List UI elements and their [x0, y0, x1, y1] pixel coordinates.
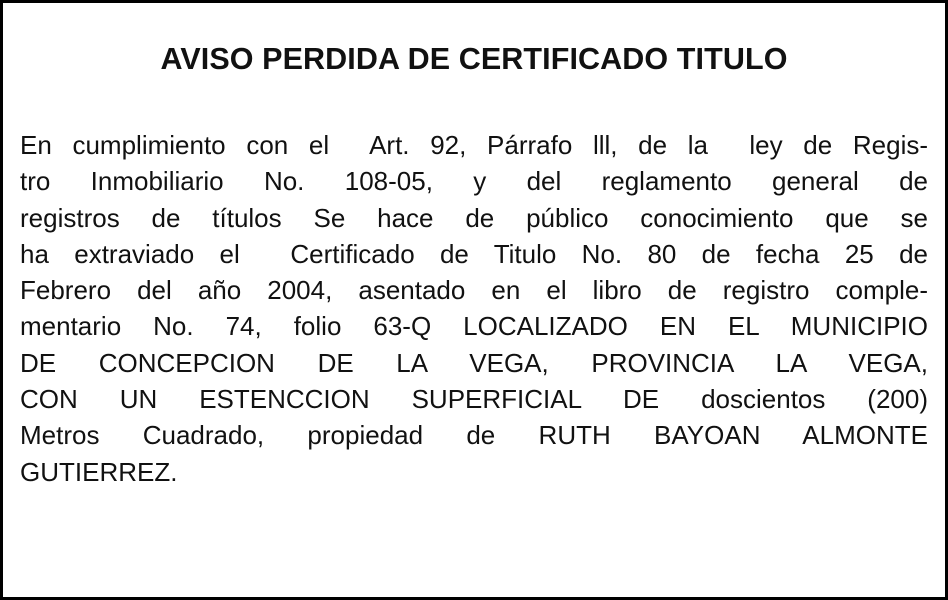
notice-line: ha extraviado el Certificado de Titulo No. 80 de fecha 25 de — [20, 238, 928, 269]
notice-line: DE CONCEPCION DE LA VEGA, PROVINCIA LA VEGA, — [20, 347, 928, 378]
notice-line: registros de títulos Se hace de público conocimiento que se — [20, 202, 928, 233]
notice-title: AVISO PERDIDA DE CERTIFICADO TITULO — [160, 42, 788, 76]
notice-line: CON UN ESTENCCION SUPERFICIAL DE doscientos (200) — [20, 384, 928, 415]
notice-line: Metros Cuadrado, propiedad de RUTH BAYOAN ALMONTE — [20, 420, 928, 451]
notice-line: Febrero del año 2004, asentado en el libro de registro comple- — [20, 275, 928, 306]
notice-line: En cumplimiento con el Art. 92, Párrafo lll, de la ley de Regis- — [20, 130, 928, 160]
notice-line: tro Inmobiliario No. 108-05, y del reglamento general de — [20, 166, 928, 197]
notice-line: mentario No. 74, folio 63-Q LOCALIZADO EN EL MUNICIPIO — [20, 311, 928, 342]
notice-body — [20, 127, 928, 490]
notice-line: GUTIERREZ. — [20, 456, 178, 487]
